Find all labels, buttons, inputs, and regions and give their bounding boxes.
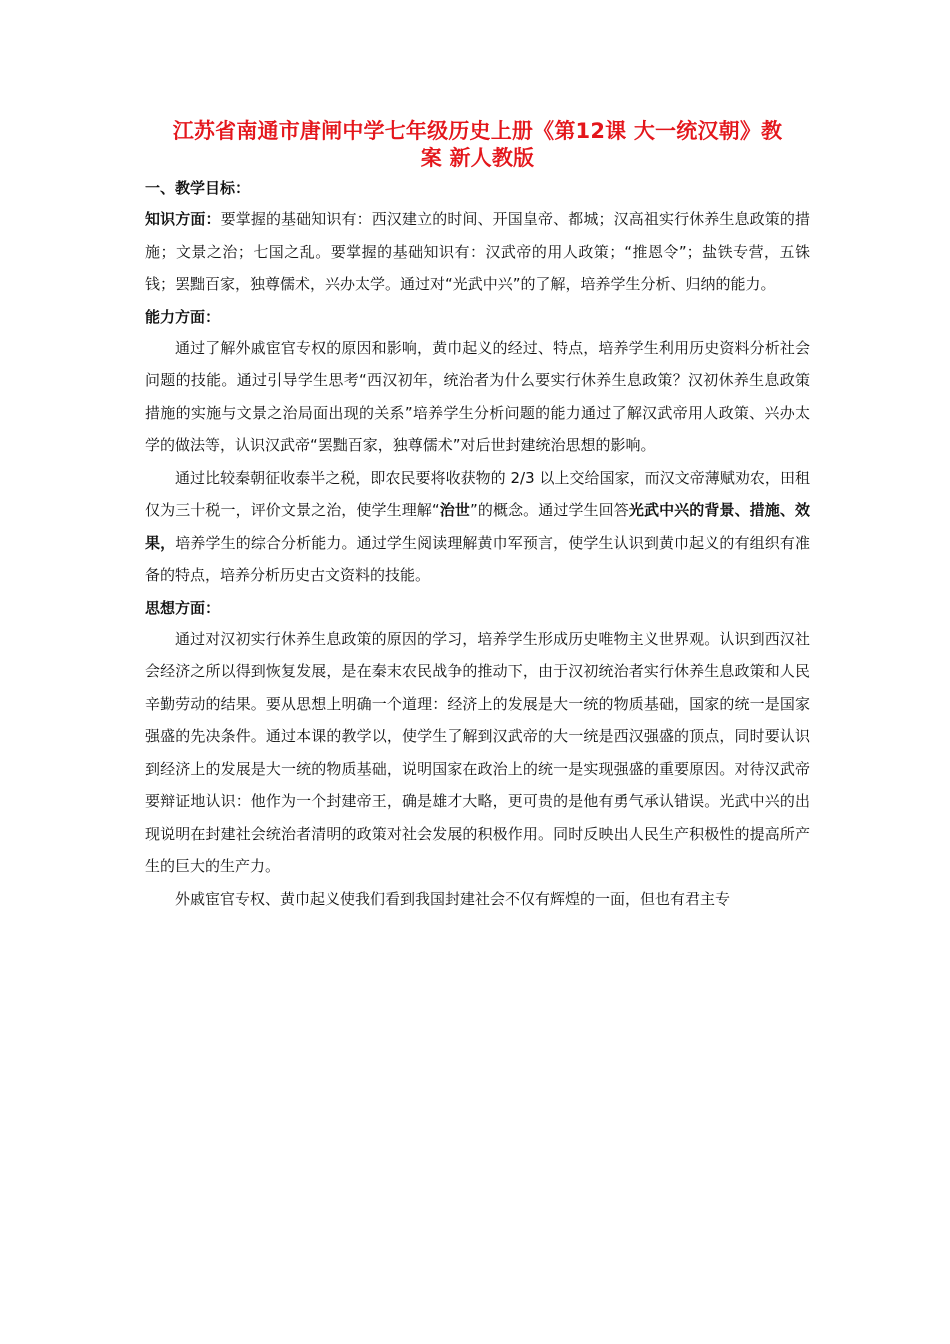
ability-paragraph-1: 通过了解外戚宦官专权的原因和影响，黄巾起义的经过、特点，培养学生利用历史资料分析社会问题的技能。通过引导学生思考“西汉初年，统治者为什么要实行休养生息政策？汉初休养生息政策措施的实施与文景之治局面出现的关系”培养学生分析问题的能力通过了解汉武帝用人政策、兴办太学的做法等，认识汉武帝“罢黜百家，独尊儒术”对后世封建统治思想的影响。	[145, 338, 810, 454]
section-heading-objectives: 一、教学目标：	[145, 179, 251, 197]
thought-paragraph-1: 通过对汉初实行休养生息政策的原因的学习，培养学生形成历史唯物主义世界观。认识到西汉社会经济之所以得到恢复发展，是在秦末农民战争的推动下，由于汉初统治者实行休养生息政策和人民辛勤劳动的结果。要从思想上明确一个道理：经济上的发展是大一统的物质基础，国家的统一是国家强盛的先决条件。通过本课的教学以，使学生了解到汉武帝的大一统是西汉强盛的顶点，同时要认识到经济上的发展是大一统的物质基础，说明国家在政治上的统一是实现强盛的重要原因。对待汉武帝要辩证地认识：他作为一个封建帝王，确是雄才大略，更可贵的是他有勇气承认错误。光武中兴的出现说明在封建社会统治者清明的政策对社会发展的积极作用。同时反映出人民生产积极性的提高所产生的巨大的生产力。	[145, 629, 810, 875]
ability-text-c: 培养学生的综合分析能力。通过学生阅读理解黄巾军预言，使学生认识到黄巾起义的有组织有准备的特点，培养分析历史古文资料的技能。	[145, 533, 810, 584]
document-page	[145, 118, 810, 915]
title-line-2: 案 新人教版	[420, 146, 535, 170]
knowledge-paragraph	[145, 203, 810, 301]
ability-text-a: 通过比较秦朝征收泰半之税，即农民要将收获物的 2/3 以上交给国家，而汉文帝薄赋劝农，田租仅为三十税一，评价文景之治，使学生理解“	[145, 468, 810, 519]
knowledge-label: 知识方面：	[145, 210, 221, 228]
thought-heading: 思想方面：	[145, 598, 221, 617]
ability-bold-guangwu: 光武中兴的背景、措施、效果，	[145, 501, 810, 552]
ability-bold-zhishi: 治世	[439, 501, 470, 519]
document-title	[133, 118, 822, 172]
thought-paragraph-2: 外戚宦官专权、黄巾起义使我们看到我国封建社会不仅有辉煌的一面，但也有君主专	[175, 889, 731, 908]
ability-paragraph-2	[145, 462, 810, 592]
knowledge-text: 要掌握的基础知识有：西汉建立的时间、开国皇帝、都城；汉高祖实行休养生息政策的措施；文景之治；七国之乱。要掌握的基础知识有：汉武帝的用人政策；“推恩令”；盐铁专营，五铢钱；罢黜百家，独尊儒术，兴办太学。通过对“光武中兴”的了解，培养学生分析、归纳的能力。	[145, 210, 810, 293]
ability-heading: 能力方面：	[145, 307, 221, 326]
title-line-1: 江苏省南通市唐闸中学七年级历史上册《第12课 大一统汉朝》教	[172, 119, 783, 143]
ability-text-b: ”的概念。通过学生回答	[470, 501, 629, 519]
